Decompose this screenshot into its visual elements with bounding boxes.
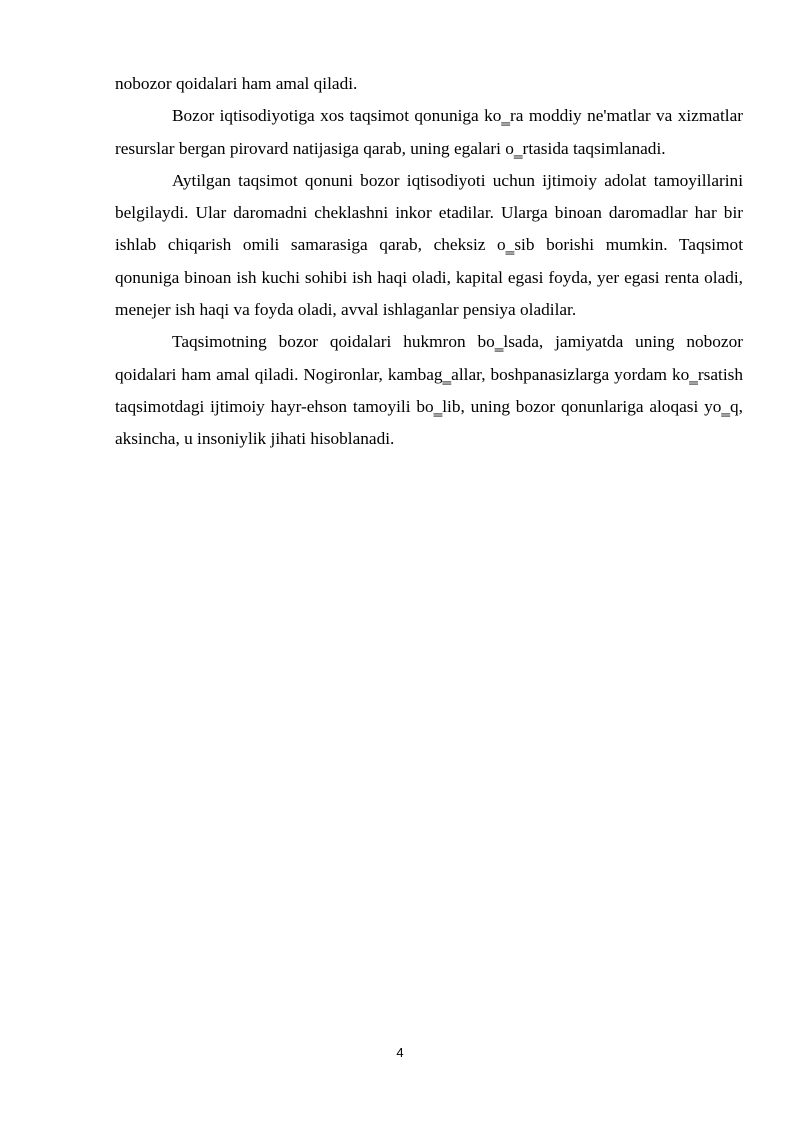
body-text — [115, 68, 743, 456]
page-number: 4 — [396, 1045, 404, 1060]
paragraph-non-market-rules: Taqsimotning bozor qoidalari hukmron bo‗lsada, jamiyatda uning nobozor qoidalari ham amal qiladi. Nogironlar, kambag‗allar, boshpanasizlarga yordam ko‗rsatish taqsimotdagi ijtimoiy hayr-ehson tamoyili bo‗lib, uning bozor qonunlariga aloqasi yo‗q, aksincha, u insoniylik jihati hisoblanadi. — [115, 332, 743, 449]
paragraph-distribution-law: Bozor iqtisodiyotiga xos taqsimot qonuniga ko‗ra moddiy ne'matlar va xizmatlar resurslar bergan pirovard natijasiga qarab, uning egalari o‗rtasida taqsimlanadi. — [115, 106, 743, 158]
paragraph-continuation: nobozor qoidalari ham amal qiladi. — [115, 74, 358, 93]
paragraph-social-justice: Aytilgan taqsimot qonuni bozor iqtisodiyoti uchun ijtimoiy adolat tamoyillarini belgilaydi. Ular daromadni cheklashni inkor etadilar. Ularga binoan daromadlar har bir ishlab chiqarish omili samarasiga qarab, cheksiz o‗sib borishi mumkin. Taqsimot qonuniga binoan ish kuchi sohibi ish haqi oladi, kapital egasi foyda, yer egasi renta oladi, menejer ish haqi va foyda oladi, avval ishlaganlar pensiya oladilar. — [115, 170, 743, 320]
